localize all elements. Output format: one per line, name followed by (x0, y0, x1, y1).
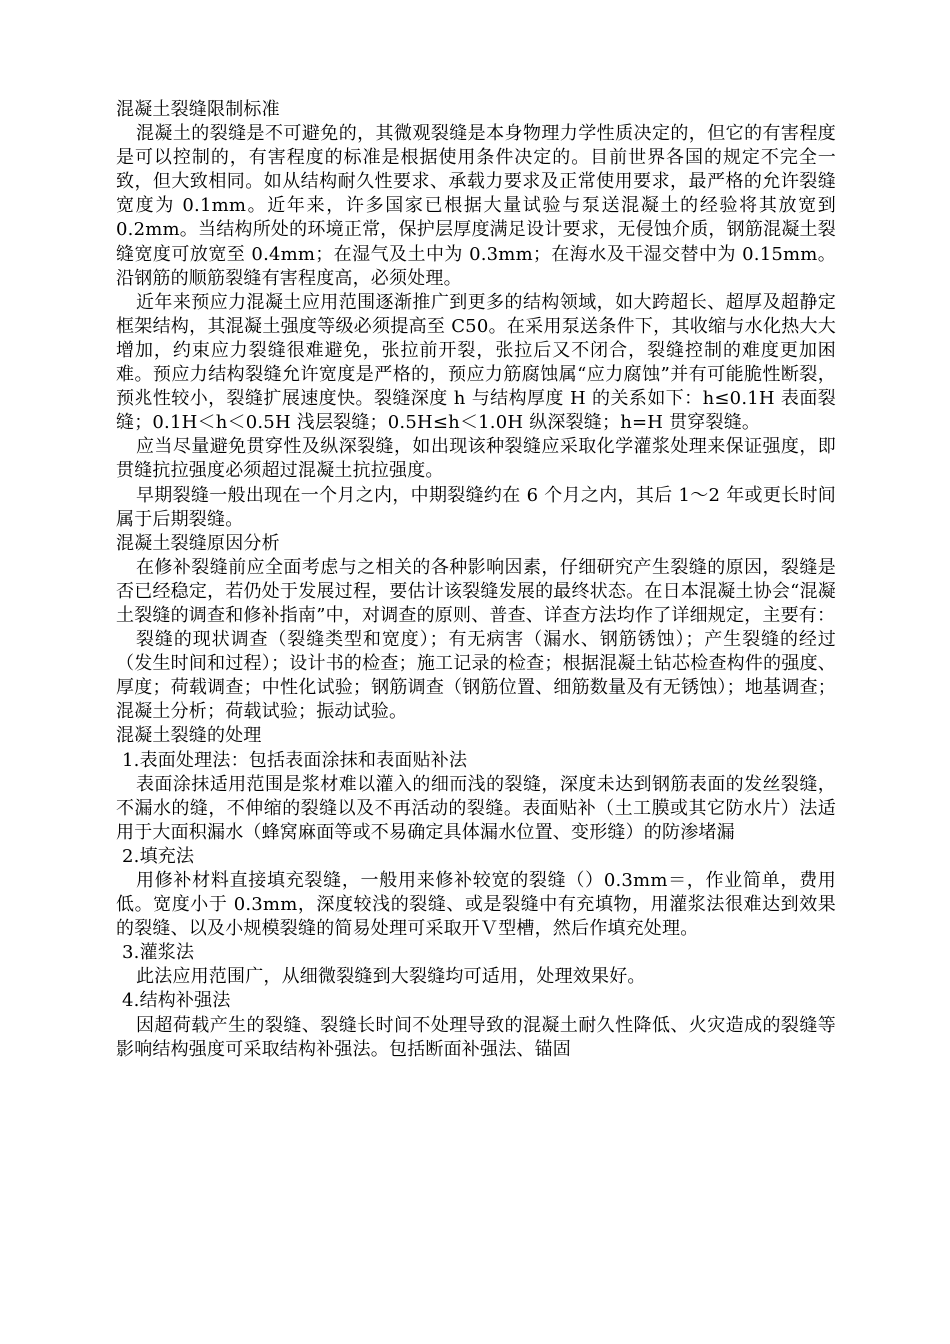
paragraph: 用修补材料直接填充裂缝，一般用来修补较宽的裂缝（）0.3mm＝，作业简单，费用低。宽度小于 0.3mm，深度较浅的裂缝、或是裂缝中有充填物，用灌浆法很难达到效果的裂缝、以及小规模裂缝的简易处理可采取开Ｖ型槽，然后作填充处理。 (116, 870, 836, 940)
paragraph: 此法应用范围广，从细微裂缝到大裂缝均可适用，处理效果好。 (136, 966, 646, 988)
paragraph: 在修补裂缝前应全面考虑与之相关的各种影响因素，仔细研究产生裂缝的原因，裂缝是否已经稳定，若仍处于发展过程，要估计该裂缝发展的最终状态。在日本混凝土协会“混凝土裂缝的调查和修补指南”中，对调查的原则、普查、详查方法均作了详细规定，主要有： (116, 556, 836, 626)
section-heading: 混凝土裂缝原因分析 (116, 532, 280, 554)
section-heading: 混凝土裂缝限制标准 (116, 99, 280, 120)
numbered-subheading: 1.表面处理法：包括表面涂抹和表面贴补法 (122, 749, 468, 771)
paragraph: 表面涂抹适用范围是浆材难以灌入的细而浅的裂缝，深度未达到钢筋表面的发丝裂缝，不漏水的缝，不伸缩的裂缝以及不再活动的裂缝。表面贴补（土工膜或其它防水片）法适用于大面积漏水（蜂窝麻面等或不易确定具体漏水位置、变形缝）的防渗堵漏 (116, 773, 836, 843)
section-heading: 混凝土裂缝的处理 (116, 725, 262, 747)
paragraph: 裂缝的现状调查（裂缝类型和宽度）；有无病害（漏水、钢筋锈蚀）；产生裂缝的经过（发生时间和过程）；设计书的检查；施工记录的检查；根据混凝土钻芯检查构件的强度、厚度；荷载调查；中性化试验；钢筋调查（钢筋位置、细筋数量及有无锈蚀）；地基调查；混凝土分析；荷载试验；振动试验。 (116, 629, 836, 723)
paragraph: 早期裂缝一般出现在一个月之内，中期裂缝约在 6 个月之内，其后 1～2 年或更长时间属于后期裂缝。 (116, 484, 836, 530)
numbered-subheading: 4.结构补强法 (122, 990, 231, 1012)
paragraph: 混凝土的裂缝是不可避免的，其微观裂缝是本身物理力学性质决定的，但它的有害程度是可以控制的，有害程度的标准是根据使用条件决定的。目前世界各国的规定不完全一致，但大致相同。如从结构耐久性要求、承载力要求及正常使用要求，最严格的允许裂缝宽度为 0.1mm。近年来，许多国家已根据大量试验与泵送混凝土的经验将其放宽到 0.2mm。当结构所处的环境正常，保护层厚度满足设计要求，无侵蚀介质，钢筋混凝土裂缝宽度可放宽至 0.4mm；在湿气及土中为 0.3mm；在海水及干湿交替中为 0.15mm。沿钢筋的顺筋裂缝有害程度高，必须处理。 (116, 123, 836, 289)
paragraph: 因超荷载产生的裂缝、裂缝长时间不处理导致的混凝土耐久性降低、火灾造成的裂缝等影响结构强度可采取结构补强法。包括断面补强法、锚固 (116, 1014, 836, 1060)
document-body (116, 98, 836, 1062)
paragraph: 近年来预应力混凝土应用范围逐渐推广到更多的结构领域，如大跨超长、超厚及超静定框架结构，其混凝土强度等级必须提高至 C50。在采用泵送条件下，其收缩与水化热大大增加，约束应力裂缝很难避免，张拉前开裂，张拉后又不闭合，裂缝控制的难度更加困难。预应力结构裂缝允许宽度是严格的，预应力筋腐蚀属“应力腐蚀”并有可能脆性断裂，预兆性较小，裂缝扩展速度快。裂缝深度 h 与结构厚度 H 的关系如下：h≤0.1H 表面裂缝；0.1H＜h＜0.5H 浅层裂缝；0.5H≤h＜1.0H 纵深裂缝；h=H 贯穿裂缝。 (116, 291, 836, 434)
numbered-subheading: 2.填充法 (122, 845, 195, 867)
paragraph: 应当尽量避免贯穿性及纵深裂缝，如出现该种裂缝应采取化学灌浆处理来保证强度，即贯缝抗拉强度必须超过混凝土抗拉强度。 (116, 436, 836, 482)
numbered-subheading: 3.灌浆法 (122, 942, 195, 964)
